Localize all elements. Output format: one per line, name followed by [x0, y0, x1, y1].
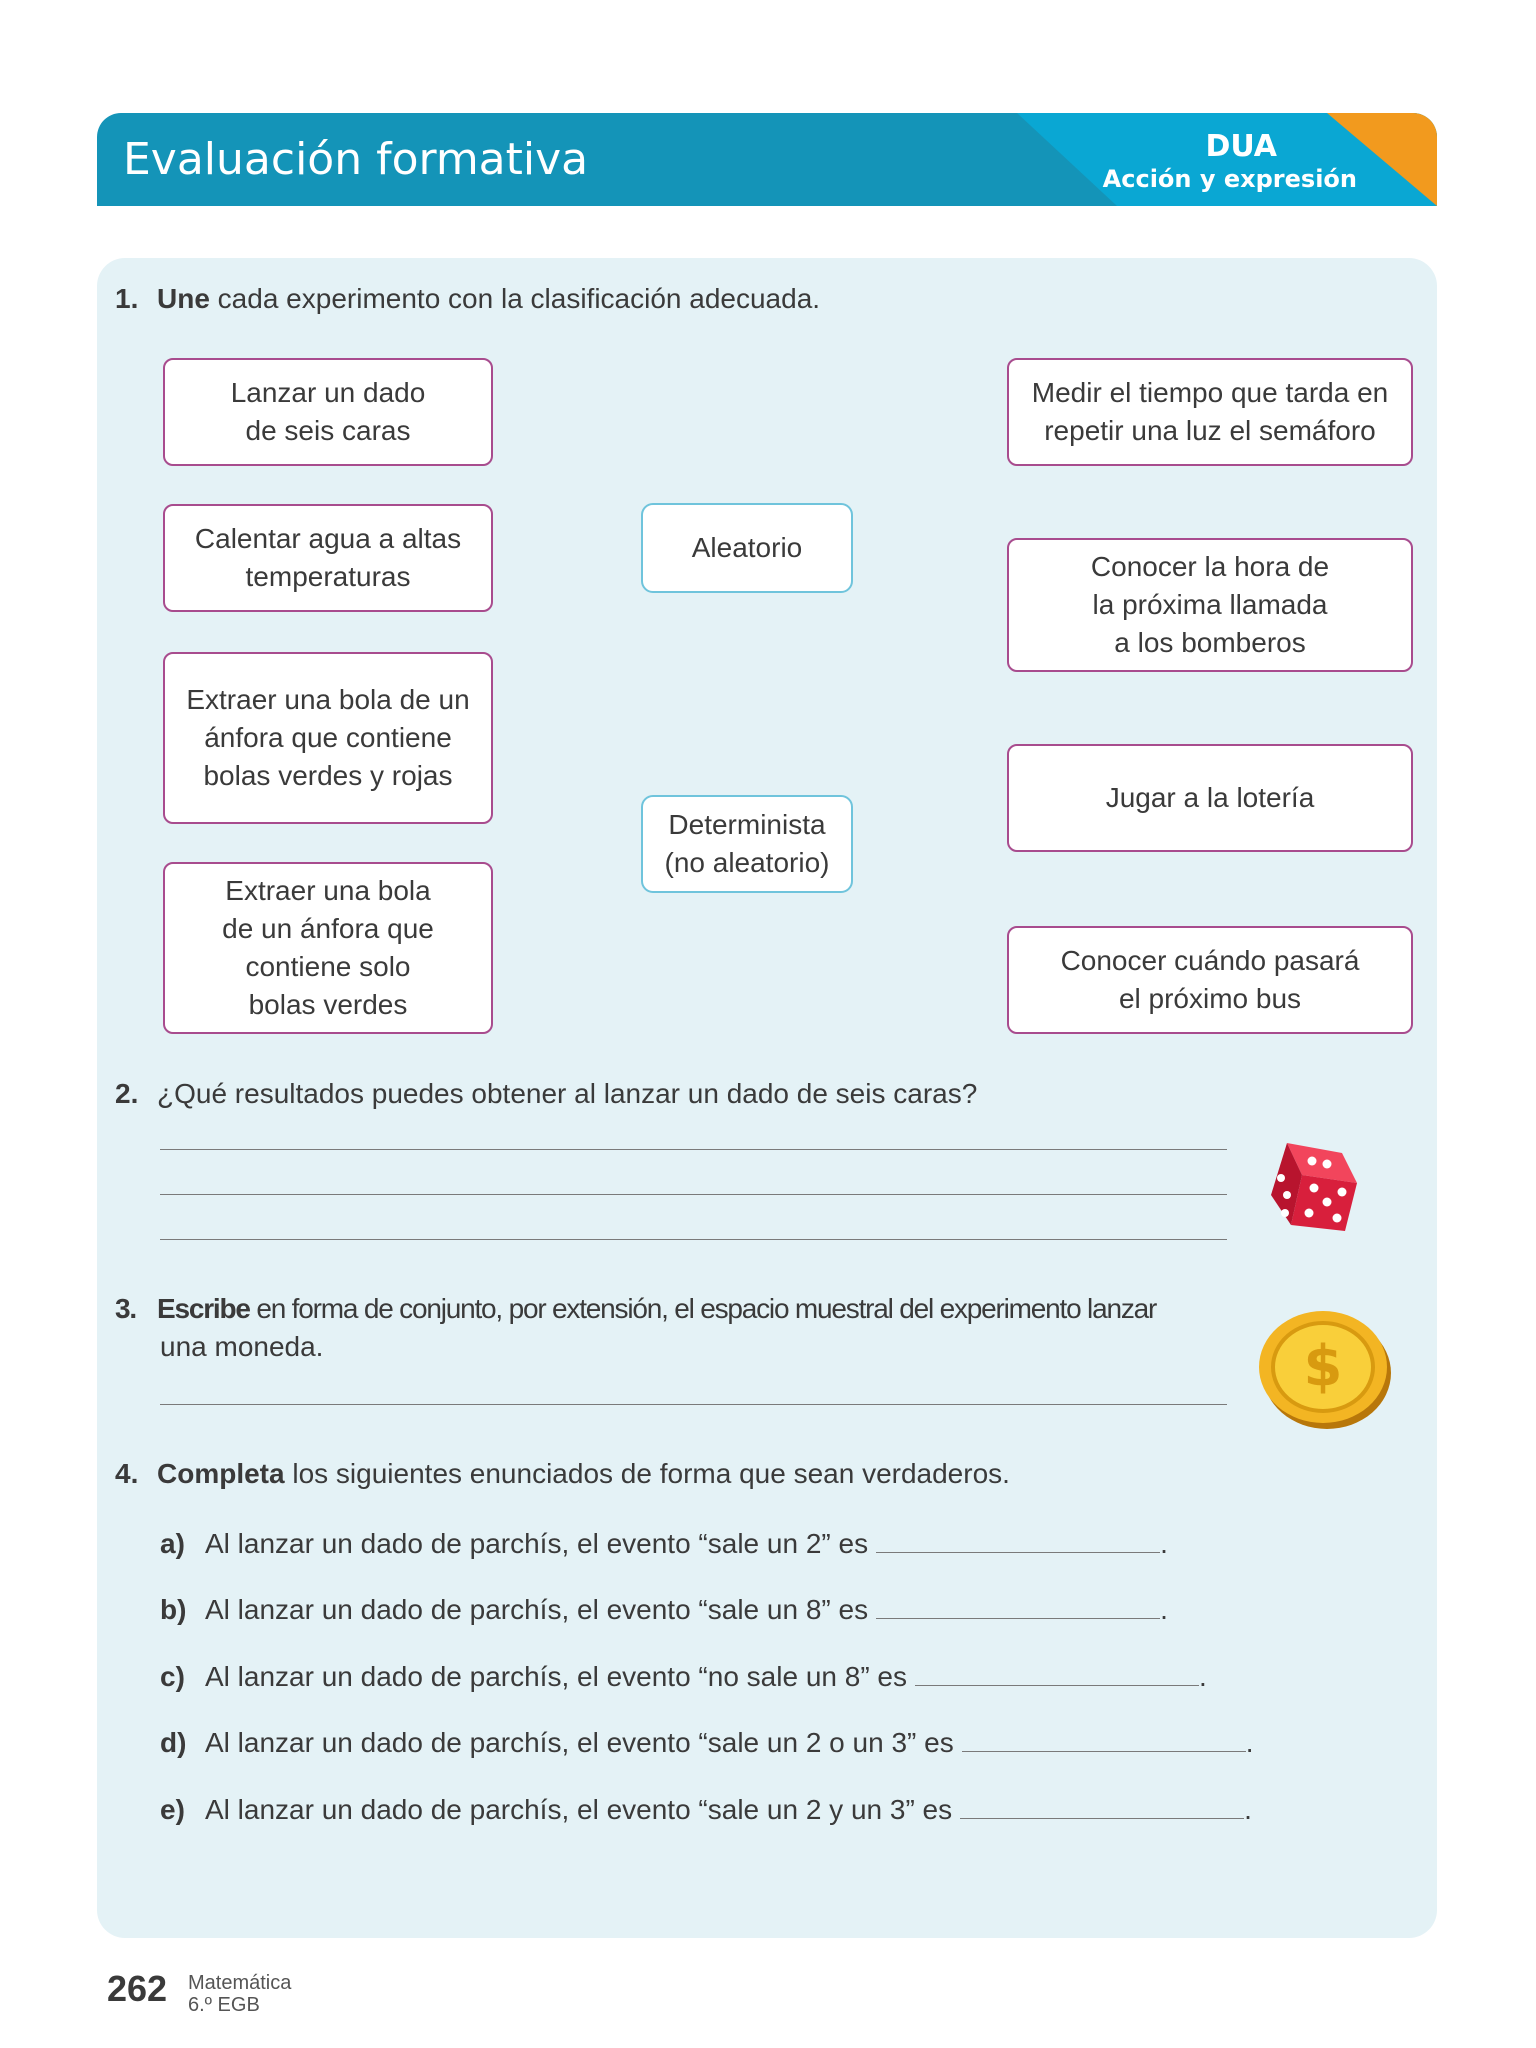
statement-letter: e): [160, 1794, 185, 1825]
exercise-panel: [97, 258, 1437, 1938]
statement-d: [160, 1725, 1253, 1759]
period: .: [1160, 1528, 1168, 1559]
left-card-3[interactable]: Extraer una bola de un ánfora que contiene bolas verdes y rojas: [163, 652, 493, 824]
answer-line[interactable]: [160, 1194, 1227, 1195]
category-deterministic[interactable]: Determinista (no aleatorio): [641, 795, 853, 893]
page-footer: [188, 1972, 291, 2016]
statement-text: Al lanzar un dado de parchís, el evento “sale un 2 y un 3” es: [205, 1794, 953, 1825]
right-card-3[interactable]: Jugar a la lotería: [1007, 744, 1413, 852]
statement-e: [160, 1792, 1252, 1826]
question-1: [115, 283, 820, 315]
statement-letter: b): [160, 1594, 187, 1625]
grade-level: 6.º EGB: [188, 1994, 260, 2016]
fill-blank[interactable]: [876, 1526, 1160, 1553]
fill-blank[interactable]: [915, 1659, 1199, 1686]
period: .: [1244, 1794, 1252, 1825]
subject-name: Matemática: [188, 1972, 292, 1994]
section-header: [97, 113, 1437, 206]
question-verb: Escribe: [157, 1293, 250, 1324]
question-text: ¿Qué resultados puedes obtener al lanzar un dado de seis caras?: [157, 1078, 978, 1109]
question-3: [115, 1293, 1245, 1325]
statement-letter: a): [160, 1528, 185, 1559]
right-card-2[interactable]: Conocer la hora de la próxima llamada a los bomberos: [1007, 538, 1413, 672]
left-card-2[interactable]: Calentar agua a altas temperaturas: [163, 504, 493, 612]
fill-blank[interactable]: [876, 1592, 1160, 1619]
answer-line[interactable]: [160, 1239, 1227, 1240]
question-verb: Completa: [157, 1458, 285, 1489]
left-card-4[interactable]: Extraer una bola de un ánfora que contiene solo bolas verdes: [163, 862, 493, 1034]
question-number: 2.: [115, 1078, 139, 1109]
question-number: 1.: [115, 283, 139, 314]
question-4: [115, 1458, 1010, 1490]
statement-text: Al lanzar un dado de parchís, el evento “sale un 8” es: [205, 1594, 869, 1625]
question-number: 4.: [115, 1458, 139, 1489]
coin-icon: [1255, 1303, 1395, 1433]
right-card-1[interactable]: Medir el tiempo que tarda en repetir una luz el semáforo: [1007, 358, 1413, 466]
period: .: [1199, 1661, 1207, 1692]
svg-text:$: $: [1303, 1334, 1343, 1399]
period: .: [1245, 1727, 1254, 1758]
dua-title: DUA: [1205, 129, 1277, 164]
question-2: [115, 1078, 977, 1110]
question-text: cada experimento con la clasificación adecuada.: [209, 283, 821, 314]
right-card-4[interactable]: Conocer cuándo pasará el próximo bus: [1007, 926, 1413, 1034]
fill-blank[interactable]: [962, 1725, 1246, 1752]
question-number: 3.: [115, 1293, 136, 1324]
section-title: Evaluación formativa: [123, 134, 589, 185]
question-3-line2: una moneda.: [160, 1331, 324, 1362]
statement-b: [160, 1592, 1168, 1626]
period: .: [1160, 1594, 1168, 1625]
statement-c: [160, 1659, 1207, 1693]
page-number: 262: [107, 1968, 168, 2009]
dua-subtitle: Acción y expresión: [1102, 165, 1357, 193]
statement-text: Al lanzar un dado de parchís, el evento “sale un 2 o un 3” es: [205, 1727, 954, 1758]
answer-line[interactable]: [160, 1404, 1227, 1405]
statement-letter: d): [160, 1727, 187, 1758]
question-verb: Une: [157, 283, 210, 314]
category-random[interactable]: Aleatorio: [641, 503, 853, 593]
question-text: los siguientes enunciados de forma que sean verdaderos.: [284, 1458, 1010, 1489]
statement-text: Al lanzar un dado de parchís, el evento “no sale un 8” es: [205, 1661, 907, 1692]
fill-blank[interactable]: [960, 1792, 1244, 1819]
question-text: en forma de conjunto, por extensión, el espacio muestral del experimento lanzar: [249, 1293, 1157, 1324]
statement-a: [160, 1526, 1168, 1560]
statement-text: Al lanzar un dado de parchís, el evento “sale un 2” es: [205, 1528, 869, 1559]
left-card-1[interactable]: Lanzar un dado de seis caras: [163, 358, 493, 466]
dice-icon: [1257, 1133, 1367, 1243]
statement-letter: c): [160, 1661, 185, 1692]
answer-line[interactable]: [160, 1149, 1227, 1150]
